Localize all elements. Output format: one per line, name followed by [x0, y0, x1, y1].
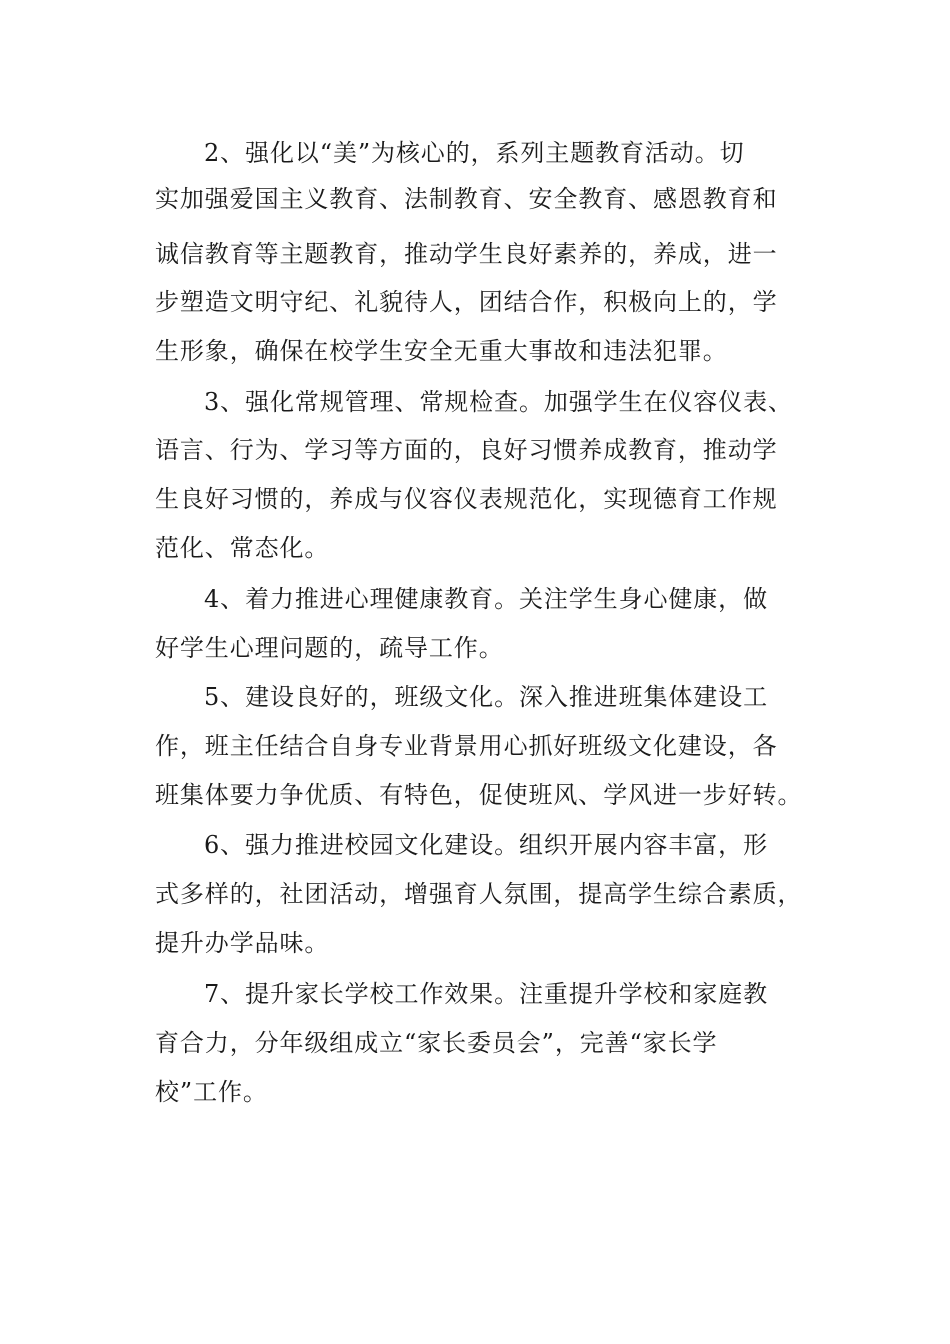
paragraph-4-line-2: 好学生心理问题的，疏导工作。: [155, 634, 504, 662]
paragraph-7-line-2: 育合力，分年级组成立“家长委员会”，完善“家长学: [155, 1029, 718, 1057]
paragraph-4-line-1: 4、着力推进心理健康教育。关注学生身心健康，做: [204, 585, 768, 613]
paragraph-3-line-4: 范化、常态化。: [155, 534, 330, 562]
paragraph-3-line-1: 3、强化常规管理、常规检查。加强学生在仪容仪表、: [204, 388, 793, 416]
paragraph-6-line-1: 6、强力推进校园文化建设。组织开展内容丰富，形: [204, 831, 768, 859]
paragraph-6-line-3: 提升办学品味。: [155, 929, 330, 957]
paragraph-3-line-2: 语言、行为、学习等方面的，良好习惯养成教育，推动学: [155, 436, 778, 464]
paragraph-6-line-2: 式多样的，社团活动，增强育人氛围，提高学生综合素质，: [155, 880, 803, 908]
paragraph-2-line-4: 步塑造文明守纪、礼貌待人，团结合作，积极向上的，学: [155, 288, 778, 316]
paragraph-5-line-1: 5、建设良好的，班级文化。深入推进班集体建设工: [204, 683, 768, 711]
paragraph-5-line-2: 作，班主任结合自身专业背景用心抓好班级文化建设，各: [155, 732, 778, 760]
paragraph-7-line-1: 7、提升家长学校工作效果。注重提升学校和家庭教: [204, 980, 768, 1008]
paragraph-3-line-3: 生良好习惯的，养成与仪容仪表规范化，实现德育工作规: [155, 485, 778, 513]
paragraph-2-line-5: 生形象，确保在校学生安全无重大事故和违法犯罪。: [155, 337, 728, 365]
paragraph-2-line-2: 实加强爱国主义教育、法制教育、安全教育、感恩教育和: [155, 185, 778, 213]
paragraph-7-line-3: 校”工作。: [155, 1078, 268, 1106]
paragraph-2-line-3: 诚信教育等主题教育，推动学生良好素养的，养成，进一: [155, 240, 778, 268]
paragraph-2-line-1: 2、强化以“美”为核心的，系列主题教育活动。切: [204, 139, 745, 167]
paragraph-5-line-3: 班集体要力争优质、有特色，促使班风、学风进一步好转。: [155, 781, 803, 809]
